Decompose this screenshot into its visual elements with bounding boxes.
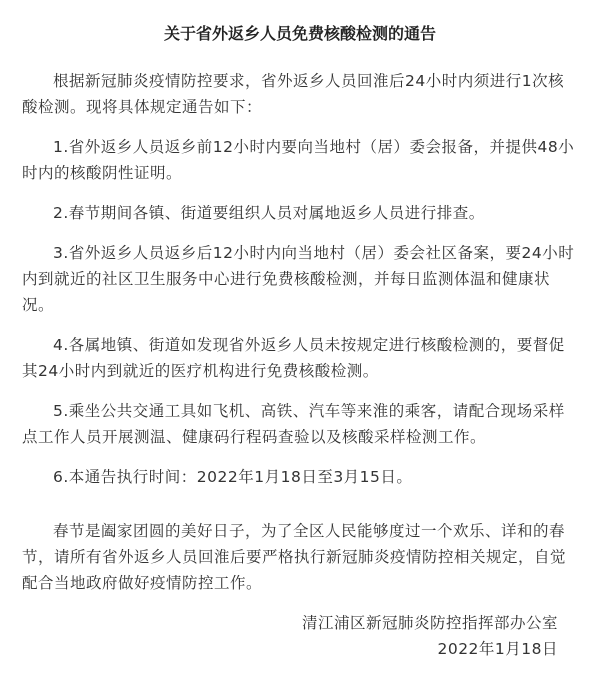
signature-block [22, 610, 578, 662]
notice-item-6: 6.本通告执行时间：2022年1月18日至3月15日。 [53, 468, 413, 486]
notice-item-4: 4.各属地镇、街道如发现省外返乡人员未按规定进行核酸检测的，要督促其24小时内到就近的医疗机构进行免费核酸检测。 [22, 336, 565, 380]
issuer-name: 清江浦区新冠肺炎防控指挥部办公室 [301, 614, 558, 632]
notice-item-3: 3.省外返乡人员返乡后12小时内向当地村（居）委会社区备案，要24小时内到就近的社区卫生服务中心进行免费核酸检测，并每日监测体温和健康状况。 [22, 244, 575, 314]
notice-title: 关于省外返乡人员免费核酸检测的通告 [163, 24, 436, 43]
notice-item-2: 2.春节期间各镇、街道要组织人员对属地返乡人员进行排查。 [53, 204, 485, 222]
notice-item-1: 1.省外返乡人员返乡前12小时内要向当地村（居）委会报备，并提供48小时内的核酸阴性证明。 [22, 138, 575, 182]
notice-item-5: 5.乘坐公共交通工具如飞机、高铁、汽车等来淮的乘客，请配合现场采样点工作人员开展测温、健康码行程码查验以及核酸采样检测工作。 [22, 402, 565, 446]
intro-paragraph: 根据新冠肺炎疫情防控要求，省外返乡人员回淮后24小时内须进行1次核酸检测。现将具体规定通告如下： [22, 72, 565, 116]
closing-paragraph: 春节是阖家团圆的美好日子，为了全区人民能够度过一个欢乐、详和的春节，请所有省外返乡人员回淮后要严格执行新冠肺炎疫情防控相关规定，自觉配合当地政府做好疫情防控工作。 [22, 522, 567, 592]
issue-date: 2022年1月18日 [437, 640, 558, 658]
